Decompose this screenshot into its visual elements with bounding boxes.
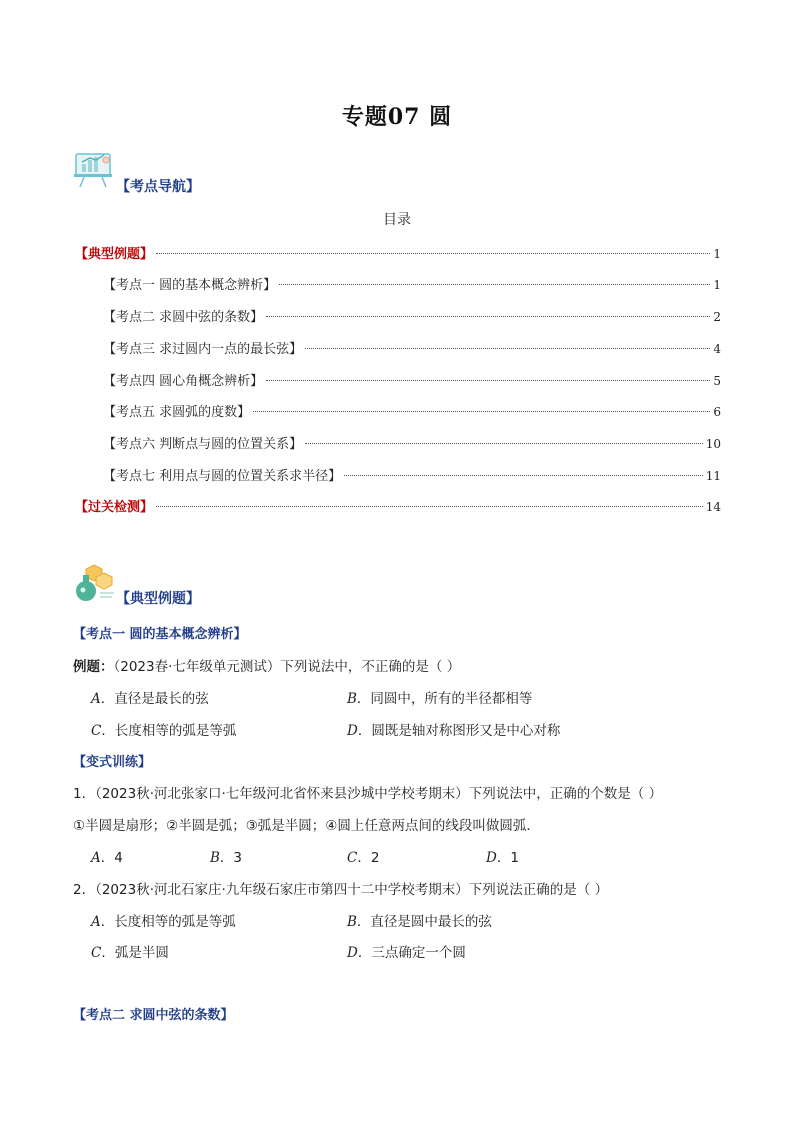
- toc-entry[interactable]: [75, 243, 721, 261]
- toc-entry-page: 5: [713, 374, 721, 388]
- toc-entry[interactable]: [103, 306, 721, 324]
- variant-heading: 【变式训练】: [73, 755, 152, 770]
- toc-entry[interactable]: [103, 465, 721, 483]
- toc-entry-label: 【过关检测】: [75, 500, 154, 515]
- toc-leader: [156, 253, 710, 254]
- toc-entry-label: 【典型例题】: [75, 247, 154, 262]
- toc-entry-label: 【考点二 求圆中弦的条数】: [103, 310, 264, 325]
- toc-entry-label: 【考点一 圆的基本概念辨析】: [103, 278, 277, 293]
- q1-option-d[interactable]: D．1: [486, 850, 519, 866]
- page-title: 专题07 圆: [341, 104, 453, 130]
- example-option-b[interactable]: B．同圆中，所有的半径都相等: [347, 691, 533, 707]
- toc-entry-page: 14: [705, 500, 721, 514]
- question-1-statements: ①半圆是扇形；②半圆是弧；③弧是半圆；④圆上任意两点间的线段叫做圆弧．: [73, 818, 540, 834]
- toc-entry-page: 4: [713, 342, 721, 356]
- question-1: 1．（2023秋·河北张家口·七年级河北省怀来县沙城中学校考期末）下列说法中，正确的个数是（ ）: [73, 786, 663, 802]
- toc-entry-page: 1: [713, 278, 721, 292]
- chemistry-flask-icon: [72, 563, 116, 603]
- toc-entry[interactable]: [103, 433, 721, 451]
- q1-option-b[interactable]: B．3: [210, 850, 243, 866]
- nav-section-label: 【考点导航】: [116, 179, 200, 195]
- q2-option-d[interactable]: D．三点确定一个圆: [347, 945, 466, 961]
- toc-entry-page: 11: [705, 469, 721, 483]
- q2-option-b[interactable]: B．直径是圆中最长的弦: [347, 914, 492, 930]
- toc-entry[interactable]: [103, 401, 721, 419]
- toc-leader: [344, 475, 703, 476]
- question-2: 2．（2023秋·河北石家庄·九年级石家庄市第四十二中学校考期末）下列说法正确的是（ ）: [73, 882, 609, 898]
- toc-entry[interactable]: [103, 370, 721, 388]
- example-option-c[interactable]: C．长度相等的弧是等弧: [91, 723, 237, 739]
- toc-entry-label: 【考点四 圆心角概念辨析】: [103, 374, 264, 389]
- toc-entry[interactable]: [103, 338, 721, 356]
- toc-entry[interactable]: [103, 274, 721, 292]
- example-option-a[interactable]: A．直径是最长的弦: [91, 691, 209, 707]
- example-prefix: 例题：: [73, 659, 114, 675]
- toc-entry-label: 【考点七 利用点与圆的位置关系求半径】: [103, 469, 342, 484]
- q1-option-c[interactable]: C．2: [347, 850, 380, 866]
- kp1-heading: 【考点一 圆的基本概念辨析】: [73, 627, 247, 642]
- toc-entry-label: 【考点五 求圆弧的度数】: [103, 405, 251, 420]
- toc-entry-page: 1: [713, 247, 721, 261]
- example-question: [73, 655, 460, 675]
- toc-leader: [279, 284, 710, 285]
- toc-leader: [253, 411, 710, 412]
- toc-entry[interactable]: [75, 496, 721, 514]
- q2-option-a[interactable]: A．长度相等的弧是等弧: [91, 914, 236, 930]
- toc-leader: [266, 380, 710, 381]
- kp2-heading: 【考点二 求圆中弦的条数】: [73, 1008, 234, 1023]
- toc-leader: [266, 316, 710, 317]
- toc-leader: [156, 506, 703, 507]
- q2-option-c[interactable]: C．弧是半圆: [91, 945, 169, 961]
- toc-entry-page: 10: [705, 437, 721, 451]
- toc-leader: [305, 348, 710, 349]
- presentation-board-icon: [74, 150, 116, 188]
- toc-entry-label: 【考点三 求过圆内一点的最长弦】: [103, 342, 303, 357]
- toc-heading: 目录: [383, 212, 411, 228]
- toc-leader: [305, 443, 703, 444]
- examples-section-label: 【典型例题】: [116, 591, 200, 607]
- example-text: （2023春·七年级单元测试）下列说法中，不正确的是（ ）: [113, 659, 461, 675]
- toc-entry-page: 6: [713, 405, 721, 419]
- toc-entry-page: 2: [713, 310, 721, 324]
- example-option-d[interactable]: D．圆既是轴对称图形又是中心对称: [347, 723, 561, 739]
- toc-entry-label: 【考点六 判断点与圆的位置关系】: [103, 437, 303, 452]
- q1-option-a[interactable]: A．4: [91, 850, 123, 866]
